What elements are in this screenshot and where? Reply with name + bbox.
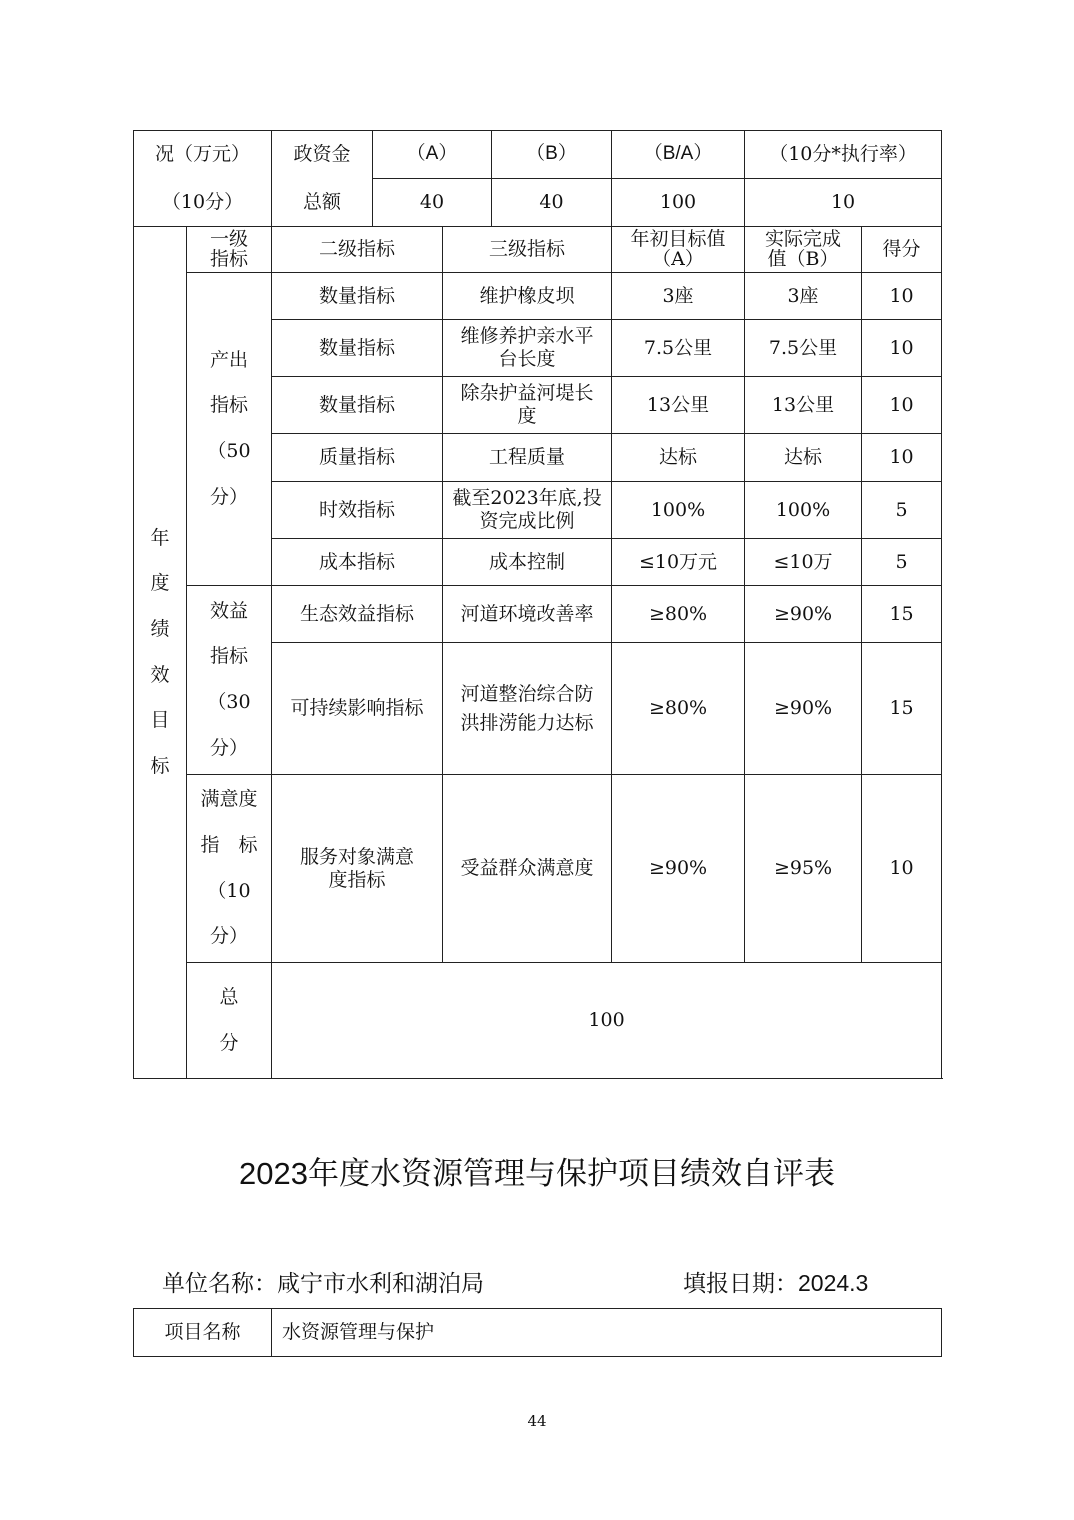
group-benefit: 效益 指标 （30 分） bbox=[187, 586, 272, 775]
table-row bbox=[134, 775, 942, 963]
row-level3: 受益群众满意度 bbox=[443, 775, 612, 963]
budget-val-b: 40 bbox=[492, 179, 612, 227]
row-score: 15 bbox=[862, 586, 942, 643]
row-level2: 数量指标 bbox=[272, 320, 443, 377]
page-title: 2023年度水资源管理与保护项目绩效自评表 bbox=[239, 1156, 835, 1191]
row-target: 3座 bbox=[612, 273, 745, 320]
budget-sublabel: 政资金 bbox=[272, 131, 373, 179]
total-row bbox=[134, 963, 942, 1079]
row-score: 10 bbox=[862, 434, 942, 482]
group-output: 产出 指标 （50 分） bbox=[187, 273, 272, 586]
row-level2: 生态效益指标 bbox=[272, 586, 443, 643]
group-satisfaction: 满意度 指 标 （10 分） bbox=[187, 775, 272, 963]
row-target: ≥80% bbox=[612, 643, 745, 775]
row-level3: 河道环境改善率 bbox=[443, 586, 612, 643]
budget-col-a: （A） bbox=[373, 131, 492, 179]
row-level3: 河道整治综合防洪排涝能力达标 bbox=[443, 643, 612, 775]
total-value: 100 bbox=[272, 963, 942, 1079]
row-level2: 可持续影响指标 bbox=[272, 643, 443, 775]
row-level2: 时效指标 bbox=[272, 482, 443, 539]
row-score: 10 bbox=[862, 320, 942, 377]
budget-val-score: 10 bbox=[745, 179, 942, 227]
row-actual: ≥95% bbox=[745, 775, 862, 963]
budget-sublabel-line2: 总额 bbox=[272, 179, 373, 227]
row-score: 5 bbox=[862, 482, 942, 539]
row-target: ≥90% bbox=[612, 775, 745, 963]
row-level3: 工程质量 bbox=[443, 434, 612, 482]
row-level2: 成本指标 bbox=[272, 539, 443, 586]
row-target: 7.5公里 bbox=[612, 320, 745, 377]
table-row bbox=[134, 586, 942, 643]
row-score: 15 bbox=[862, 643, 942, 775]
row-score: 10 bbox=[862, 775, 942, 963]
row-actual: 3座 bbox=[745, 273, 862, 320]
row-target: 达标 bbox=[612, 434, 745, 482]
row-level3: 维护橡皮坝 bbox=[443, 273, 612, 320]
budget-label: 况（万元） bbox=[134, 131, 272, 179]
performance-table bbox=[133, 130, 942, 1079]
project-table bbox=[133, 1308, 942, 1357]
total-label: 总 分 bbox=[187, 963, 272, 1079]
page-number: 44 bbox=[527, 1412, 547, 1430]
unit-name: 单位名称：咸宁市水利和湖泊局 bbox=[162, 1271, 484, 1297]
row-actual: ≥90% bbox=[745, 643, 862, 775]
row-target: 13公里 bbox=[612, 377, 745, 434]
row-score: 10 bbox=[862, 377, 942, 434]
row-actual: 7.5公里 bbox=[745, 320, 862, 377]
row-score: 10 bbox=[862, 273, 942, 320]
row-level3: 维修养护亲水平台长度 bbox=[443, 320, 612, 377]
budget-val-a: 40 bbox=[373, 179, 492, 227]
row-level2: 质量指标 bbox=[272, 434, 443, 482]
side-label-annual-goal: 年 度 绩 效 目 标 bbox=[134, 227, 187, 1079]
header-actual: 实际完成 值（B） bbox=[745, 227, 862, 273]
report-date: 填报日期：2024.3 bbox=[683, 1270, 869, 1297]
row-actual: 13公里 bbox=[745, 377, 862, 434]
row-level3: 除杂护益河堤长度 bbox=[443, 377, 612, 434]
project-name-label: 项目名称 bbox=[134, 1309, 272, 1357]
row-level2: 服务对象满意度指标 bbox=[272, 775, 443, 963]
row-actual: ≥90% bbox=[745, 586, 862, 643]
row-level3: 成本控制 bbox=[443, 539, 612, 586]
budget-col-b: （B） bbox=[492, 131, 612, 179]
row-level3: 截至2023年底,投资完成比例 bbox=[443, 482, 612, 539]
project-name-value: 水资源管理与保护 bbox=[272, 1309, 942, 1357]
row-actual: ≤10万 bbox=[745, 539, 862, 586]
header-level1: 一级 指标 bbox=[187, 227, 272, 273]
budget-label-line2: （10分） bbox=[134, 179, 272, 227]
header-score: 得分 bbox=[862, 227, 942, 273]
row-actual: 达标 bbox=[745, 434, 862, 482]
row-target: ≥80% bbox=[612, 586, 745, 643]
budget-val-ba: 100 bbox=[612, 179, 745, 227]
row-level2: 数量指标 bbox=[272, 273, 443, 320]
budget-col-score: （10分*执行率） bbox=[745, 131, 942, 179]
row-target: 100% bbox=[612, 482, 745, 539]
header-level2: 二级指标 bbox=[272, 227, 443, 273]
row-target: ≤10万元 bbox=[612, 539, 745, 586]
row-level2: 数量指标 bbox=[272, 377, 443, 434]
header-level3: 三级指标 bbox=[443, 227, 612, 273]
table-row bbox=[134, 273, 942, 320]
header-target: 年初目标值 （A） bbox=[612, 227, 745, 273]
row-score: 5 bbox=[862, 539, 942, 586]
budget-col-ba: （B/A） bbox=[612, 131, 745, 179]
row-actual: 100% bbox=[745, 482, 862, 539]
